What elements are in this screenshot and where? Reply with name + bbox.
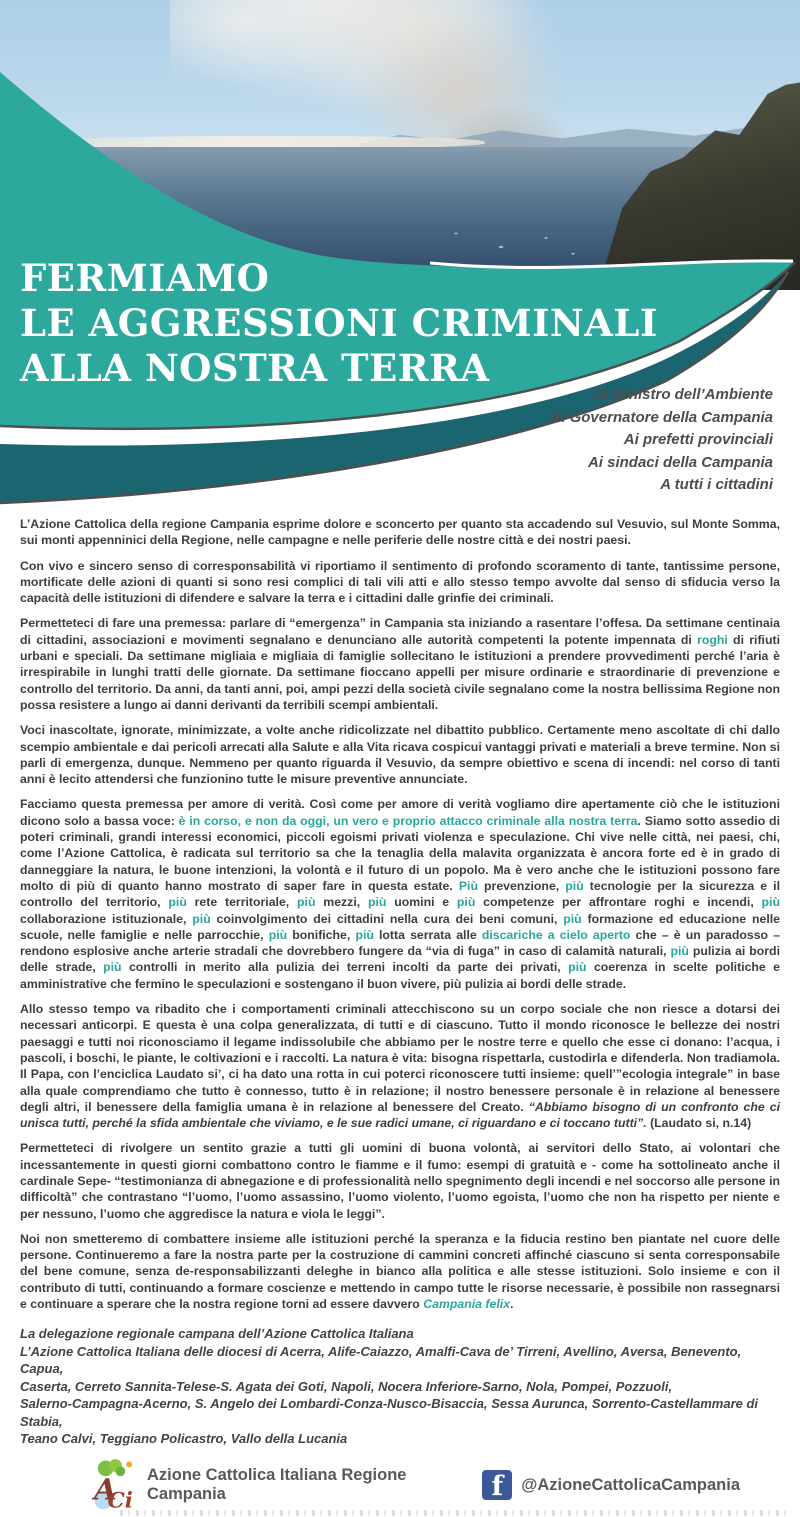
footer — [92, 1458, 752, 1512]
addressee-list — [550, 384, 773, 497]
addressee-item: Al Ministro dell’Ambiente — [592, 386, 773, 403]
text-segment: Permetteteci di fare una premessa: parlare di “emergenza” in Campania sta iniziando a rasentare l’offesa. Da settimane centinaia di cittadini, associazioni e movimenti segnalano e denunciano alle autorità competenti la potente impennata di — [20, 616, 780, 647]
text-segment: Con vivo e sincero senso di corresponsabilità vi riportiamo il sentimento di profondo scoramento di tante, tantissime persone, mortificate delle azioni di quanti si sono resi complici di tali vili atti e allo stesso tempo avvolte dal senso di sfiducia verso la capacità delle istituzioni di difendere e salvare la terra e i cittadini dalle grinfie dei criminali. — [20, 558, 780, 606]
text-segment: Allo stesso tempo va ribadito che i comportamenti criminali attecchiscono su un corpo sociale che non riesce a dotarsi dei necessari anticorpi. E questa è una colpa generalizzata, di tutti e di ciascuno. Tutto il mondo riconosce le bellezze dei nostri paesaggi e tutti noi riconosciamo il legame indissolubile che abbiamo per le nostre terre e quello che esse ci donano: l’acqua, i pascoli, i boschi, le piante, le coltivazioni e i raccolti. La natura è vita: bisogna rispettarla, custodirla e difenderla. Non tradiamola. Il Papa, con l’enciclica Laudato si’, ci ha dato una rotta in cui poterci riconoscere tutti insieme: quell’”ecologia integrale” in base alla quale comprendiamo che tutto è connesso, tutto è in relazione; il nostro benessere personale è in relazione al benessere degli altri, il benessere della famiglia umana è in relazione al benessere del Creato. — [20, 1002, 780, 1114]
addressee-item: A tutti i cittadini — [660, 476, 773, 493]
text-segment: pulizia ai bordi delle strade, — [20, 944, 780, 975]
text-segment: “Abbiamo bisogno di un confronto che ci unisca tutti, perché la sfida ambientale che viviamo, e le sue radici umane, ci riguardano e ci toccano tutti”. — [20, 1099, 780, 1131]
title-line-1: FERMIAMO — [20, 256, 270, 300]
text-segment: prevenzione, — [477, 878, 566, 893]
logo-sun-dot — [126, 1462, 132, 1468]
text-segment: Voci inascoltate, ignorate, minimizzate, a volte anche ridicolizzate nel dibattito pubblico. Certamente meno ascoltate di chi dallo scempio ambientale e dai pericoli arrecati alla Salute e alla Vita ricava cospicui vantaggi privati e materiali a breve termine. Non si parli di emergenza, dunque. Nemmeno per quanto riguarda il Vesuvio, da sempre obiettivo e scena di incendi: nel corso di tanti anni è lecito attendersi che funzionino tutte le misure preventive annunciate. — [20, 723, 780, 787]
text-segment: più — [761, 895, 780, 910]
text-segment: controlli in merito alla pulizia dei terreni incolti da parte dei privati, — [121, 960, 569, 975]
signature-line: Teano Calvi, Teggiano Policastro, Vallo della Lucania — [20, 1431, 348, 1447]
logo-foliage — [115, 1466, 125, 1476]
paragraph — [20, 1001, 780, 1131]
text-segment: più — [568, 960, 587, 975]
text-segment: è in corso, e non da oggi, un vero e proprio attacco criminale alla nostra terra — [178, 813, 638, 828]
text-segment: bonifiche, — [287, 927, 356, 942]
text-segment: discariche a cielo aperto — [481, 927, 631, 942]
signature-line: La delegazione regionale campana dell’Azione Cattolica Italiana — [20, 1326, 414, 1342]
cropped-bottom-text — [120, 1510, 790, 1516]
title-line-2: LE AGGRESSIONI CRIMINALI — [20, 301, 658, 345]
signature-line: Caserta, Cerreto Sannita-Telese-S. Agata dei Goti, Napoli, Nocera Inferiore-Sarno, Nola, Pompei, Pozzuoli, — [20, 1378, 673, 1394]
text-segment: coerenza in scelte politiche e amministrative che fermino le speculazioni e sostengano il buon vivere, più pulizia ai bordi delle strade. — [20, 960, 780, 991]
title-line-3: ALLA NOSTRA TERRA — [20, 346, 490, 390]
logo-letters-ci: Ci — [107, 1488, 133, 1512]
facebook-group — [482, 1470, 740, 1500]
signature-line: L’Azione Cattolica Italiana delle diocesi di Acerra, Alife-Caiazzo, Amalfi-Cava de’ Tirreni, Avellino, Aversa, Benevento, Capua, — [20, 1343, 742, 1377]
text-segment: più — [456, 895, 476, 910]
addressee-item: Al Governatore della Campania — [550, 408, 773, 426]
text-segment: Facciamo questa premessa per amore di verità. Così come per amore di verità vogliamo dire apertamente ciò che le istituzioni dicono solo a bassa voce: — [20, 797, 780, 828]
text-segment: Campania felix — [423, 1297, 511, 1312]
text-segment: più — [103, 960, 122, 975]
text-segment: coinvolgimento dei cittadini nella cura dei beni comuni, — [210, 911, 564, 926]
text-segment: Noi non smetteremo di combattere insieme alle istituzioni perché la speranza e la fiducia restino ben piantate nel cuore delle persone. Continueremo a fare la nostra parte per la costruzione di cammini concreti affinché ciascuno si senta corresponsabile del bene comune, senza de-responsabilizzanti deleghe in bianco alla politica e alle stesse istituzioni. Solo insieme e con il contributo di tutti, continuando a formare coscienze e mettendo in campo tutte le risorse necessarie, è possibile non rassegnarsi e continuare a sperare che la nostra regione torni ad essere davvero — [20, 1231, 780, 1312]
text-segment: lotta serrata alle — [373, 927, 482, 942]
paragraph — [20, 516, 780, 549]
text-segment: rete territoriale, — [186, 895, 298, 910]
text-segment: collaborazione istituzionale, — [20, 911, 193, 926]
paragraph — [20, 615, 780, 713]
text-segment: formazione ed educazione nelle scuole, nelle famiglie e nelle parrocchie, — [20, 911, 780, 942]
text-segment: più — [268, 927, 288, 942]
org-label: Azione Cattolica Italiana Regione Campania — [146, 1466, 407, 1503]
text-segment: . Siamo sotto assedio di poteri criminali, grandi interessi economici, piccoli egoismi privati violenza e speculazione. Chi vive nelle città, nei paesi, chi, come l’Azione Cattolica, è radicata sul territorio sa che la tenaglia della malavita organizzata è ancora forte ed è in grado di danneggiare la natura, le buone intenzioni, la volontà e il futuro di un popolo. Ma è vero anche che le istituzioni possono fare molto di più di quanto hanno mostrato di saper fare in questa estate. — [20, 813, 780, 893]
body-paragraphs — [20, 516, 780, 1312]
text-segment: più — [367, 895, 387, 910]
text-segment: . — [510, 1297, 514, 1312]
text-segment: più — [297, 895, 316, 910]
addressee-item: Ai prefetti provinciali — [623, 431, 773, 448]
paragraph — [20, 722, 780, 787]
text-segment: Permetteteci di rivolgere un sentito grazie a tutti gli uomini di buona volontà, ai servitori dello Stato, ai volontari che incessantemente in questi giorni combattono contro le fiamme e il fumo: esempi di gratuità e - come ha sottolineato anche il cardinale Sepe- “testimonianza di abnegazione e di professionalità nello spegnimento degli incendi e nel soccorso alle persone in difficoltà” che contrastano “l’uomo, l’uomo assassino, l’uomo violento, l’uomo egoista, l’uomo che non ha rispetto per niente e per nessuno, l’uomo che aggredisce la natura e viola le leggi”. — [20, 1141, 780, 1221]
facebook-handle: @AzioneCattolicaCampania — [521, 1475, 740, 1494]
signature-line: Salerno-Campagna-Acerno, S. Angelo dei Lombardi-Conza-Nusco-Bisaccia, Sessa Aurunca, Sorrento-Castellammare di Stabia, — [20, 1396, 759, 1429]
aci-tree-logo — [92, 1458, 137, 1512]
text-segment: di rifiuti urbani e speciali. Da settimane migliaia e migliaia di famiglie sollecitano le istituzioni a prendere provvedimenti perché l’aria è irrespirabile in lunghi tratti delle giornate. Da settimane fioccano appelli per misure ordinarie e straordinarie di prevenzione e controllo del territorio. Da anni, da tanti anni, poi, ampi pezzi della società civile segnalano come la nostra bellissima Regione non possa resistere a lungo ai danni derivanti da terribili scempi ambientali. — [20, 632, 780, 712]
addressee-item: Ai sindaci della Campania — [587, 453, 773, 471]
text-segment: più — [670, 944, 689, 959]
text-segment: più — [565, 878, 584, 893]
facebook-icon: f — [482, 1470, 512, 1500]
text-segment: più — [168, 895, 187, 910]
text-segment: tecnologie per la sicurezza e il controllo del territorio, — [20, 878, 780, 910]
text-segment: roghi — [697, 632, 728, 647]
signature-block — [20, 1325, 780, 1448]
text-segment: più — [192, 911, 211, 926]
text-segment: (Laudato si, n.14) — [646, 1116, 752, 1131]
text-segment: L’Azione Cattolica della regione Campania esprime dolore e sconcerto per quanto sta accadendo sul Vesuvio, sul Monte Somma, sui monti appenninici della Regione, nelle campagne e nelle periferie delle nostre città e dei nostri paesi. — [20, 517, 780, 548]
text-segment: che – è un paradosso – rendono esplosive anche arterie stradali che dovrebbero fungere da “via di fuga” in caso di calamità naturali, — [20, 927, 781, 959]
text-segment: uomini e — [386, 895, 457, 910]
letter-body — [20, 516, 780, 1448]
text-segment: più — [563, 911, 582, 926]
text-segment: Più — [458, 878, 478, 893]
logo-letter-a: A — [93, 1471, 117, 1507]
paragraph — [20, 796, 780, 992]
page-title — [20, 256, 658, 391]
paragraph — [20, 558, 780, 607]
paragraph — [20, 1140, 780, 1221]
text-segment: competenze per affrontare roghi e incendi, — [475, 895, 762, 910]
text-segment: mezzi, — [315, 895, 368, 910]
paragraph — [20, 1231, 780, 1312]
text-segment: più — [355, 927, 374, 942]
